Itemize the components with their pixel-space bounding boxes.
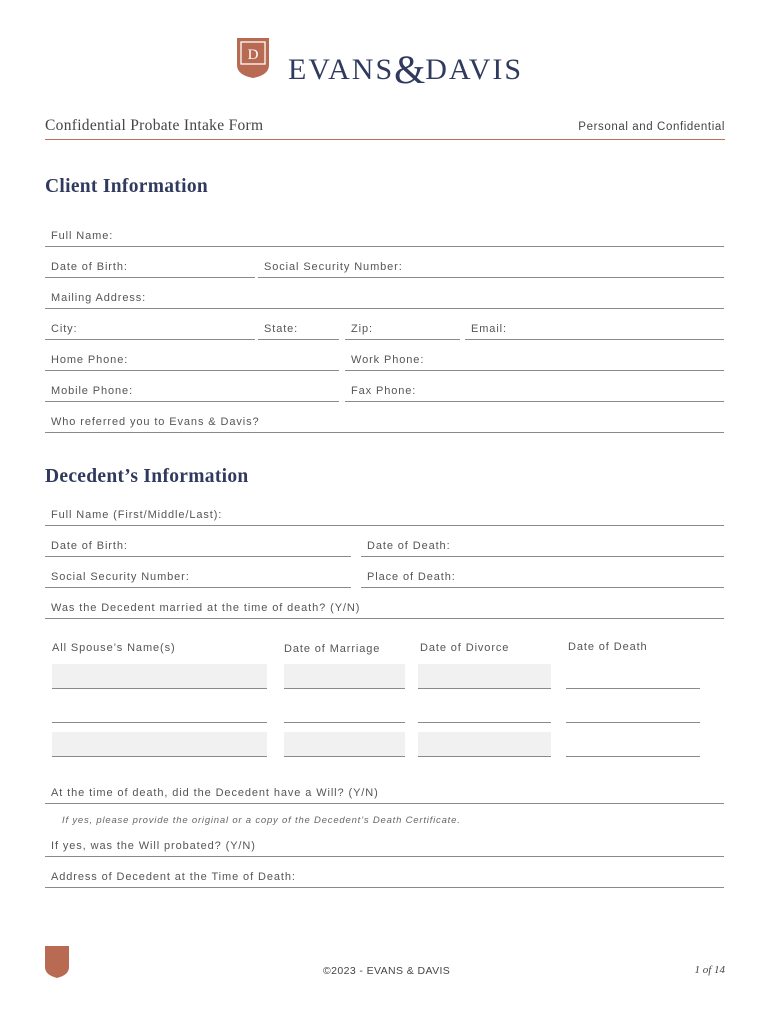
divorce-date-input-2[interactable]: [418, 722, 551, 723]
client-mailing-address-field[interactable]: [45, 288, 724, 309]
client-zip-label: Zip:: [351, 323, 373, 335]
marriage-date-input-1[interactable]: [284, 688, 405, 689]
death-date-input-3[interactable]: [566, 756, 700, 757]
client-fax-phone-field[interactable]: [345, 381, 724, 402]
client-work-phone-field[interactable]: [345, 350, 724, 371]
client-full-name-field[interactable]: [45, 226, 724, 247]
marriage-date-input-3[interactable]: [284, 756, 405, 757]
divorce-date-input-1[interactable]: [418, 688, 551, 689]
client-mobile-phone-field[interactable]: [45, 381, 339, 402]
page-number: 1 of 14: [694, 964, 725, 976]
decedent-full-name-field[interactable]: [45, 505, 724, 526]
client-section-title: Client Information: [45, 176, 209, 197]
client-city-label: City:: [51, 323, 78, 335]
client-home-phone-field[interactable]: [45, 350, 339, 371]
decedent-address-field[interactable]: [45, 867, 724, 888]
confidential-label: Personal and Confidential: [578, 121, 725, 133]
header-divider: [45, 139, 725, 140]
decedent-section-title: Decedent’s Information: [45, 466, 249, 487]
logo: [236, 36, 536, 92]
death-date-input-1[interactable]: [566, 688, 700, 689]
decedent-dod-label: Date of Death:: [367, 540, 451, 552]
spouse-name-column-header: All Spouse’s Name(s): [52, 642, 176, 654]
marriage-date-column-header: Date of Marriage: [284, 643, 381, 655]
client-ssn-label: Social Security Number:: [264, 261, 403, 273]
decedent-dob-label: Date of Birth:: [51, 540, 128, 552]
will-field[interactable]: [45, 783, 724, 804]
client-mobile-phone-label: Mobile Phone:: [51, 385, 134, 397]
footer-shield-icon: [45, 946, 69, 978]
client-mailing-address-label: Mailing Address:: [51, 292, 147, 304]
decedent-dod-field[interactable]: [361, 536, 724, 557]
client-email-label: Email:: [471, 323, 507, 335]
footer-copyright: ©2023 - EVANS & DAVIS: [323, 965, 451, 977]
spouse-row-shade: [52, 732, 267, 757]
spouse-name-input-3[interactable]: [52, 756, 267, 757]
decedent-ssn-label: Social Security Number:: [51, 571, 190, 583]
shield-logo-icon: [236, 37, 270, 79]
will-label: At the time of death, did the Decedent have a Will? (Y/N): [51, 787, 379, 799]
client-state-field[interactable]: [258, 319, 339, 340]
spouse-row-shade: [52, 664, 267, 689]
client-state-label: State:: [264, 323, 299, 335]
spouse-name-input-1[interactable]: [52, 688, 267, 689]
spouse-row-shade: [284, 664, 405, 689]
client-ssn-field[interactable]: [258, 257, 724, 278]
client-dob-label: Date of Birth:: [51, 261, 128, 273]
svg-text:D: D: [247, 47, 259, 63]
spouse-row-shade: [418, 664, 551, 689]
decedent-dob-field[interactable]: [45, 536, 351, 557]
death-date-input-2[interactable]: [566, 722, 700, 723]
will-note: If yes, please provide the original or a copy of the Decedent’s Death Certificate.: [62, 815, 461, 826]
decedent-place-of-death-field[interactable]: [361, 567, 724, 588]
client-referral-label: Who referred you to Evans & Davis?: [51, 416, 260, 428]
decedent-place-of-death-label: Place of Death:: [367, 571, 456, 583]
client-zip-field[interactable]: [345, 319, 460, 340]
divorce-date-input-3[interactable]: [418, 756, 551, 757]
client-city-field[interactable]: [45, 319, 255, 340]
logo-word-evans: EVANS: [288, 53, 395, 86]
death-date-column-header: Date of Death: [568, 641, 648, 653]
client-fax-phone-label: Fax Phone:: [351, 385, 417, 397]
will-probated-field[interactable]: [45, 836, 724, 857]
spouse-row-shade: [418, 732, 551, 757]
will-probated-label: If yes, was the Will probated? (Y/N): [51, 840, 256, 852]
client-full-name-label: Full Name:: [51, 230, 114, 242]
decedent-address-label: Address of Decedent at the Time of Death:: [51, 871, 296, 883]
logo-ampersand: &: [394, 47, 426, 92]
form-title: Confidential Probate Intake Form: [45, 117, 264, 134]
decedent-married-field[interactable]: [45, 598, 724, 619]
client-home-phone-label: Home Phone:: [51, 354, 129, 366]
decedent-full-name-label: Full Name (First/Middle/Last):: [51, 509, 223, 521]
client-dob-field[interactable]: [45, 257, 255, 278]
client-referral-field[interactable]: [45, 412, 724, 433]
client-email-field[interactable]: [465, 319, 724, 340]
spouse-row-shade: [284, 732, 405, 757]
divorce-date-column-header: Date of Divorce: [420, 642, 510, 654]
decedent-ssn-field[interactable]: [45, 567, 351, 588]
spouse-name-input-2[interactable]: [52, 722, 267, 723]
marriage-date-input-2[interactable]: [284, 722, 405, 723]
decedent-married-label: Was the Decedent married at the time of death? (Y/N): [51, 602, 361, 614]
logo-word-davis: DAVIS: [425, 53, 524, 86]
client-work-phone-label: Work Phone:: [351, 354, 425, 366]
